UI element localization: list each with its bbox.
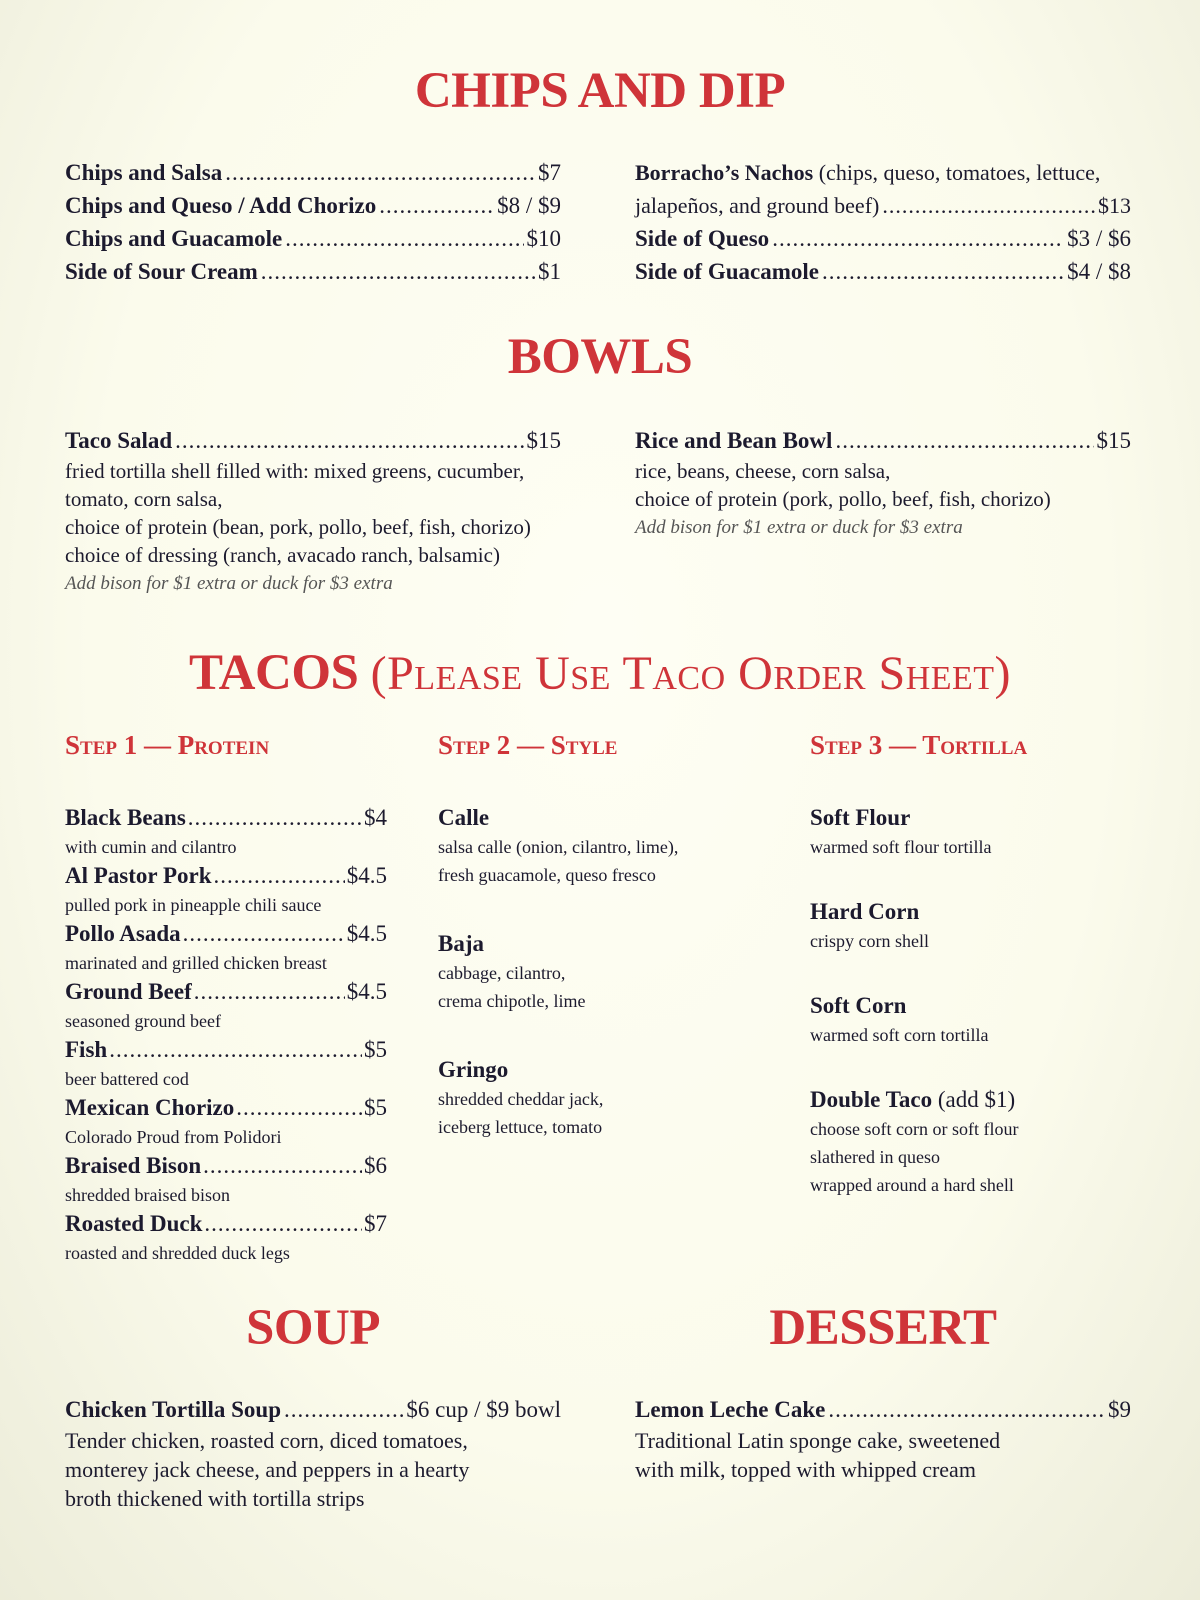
item-name: Chips and Salsa bbox=[65, 160, 223, 185]
item-name: Braised Bison bbox=[65, 1153, 202, 1178]
item-desc: warmed soft corn tortilla bbox=[810, 1025, 989, 1045]
item-desc: with milk, topped with whipped cream bbox=[635, 1457, 976, 1482]
item-desc: beer battered cod bbox=[65, 1069, 189, 1089]
item-name: Side of Guacamole bbox=[635, 259, 819, 284]
tortilla-item bbox=[810, 897, 1150, 955]
dot-leader bbox=[175, 424, 523, 457]
item-name: Chips and Queso / Add Chorizo bbox=[65, 193, 377, 218]
dot-leader bbox=[204, 1209, 362, 1239]
dessert-section-title: DESSERT bbox=[769, 1300, 997, 1356]
menu-item bbox=[635, 255, 1131, 288]
step3-column bbox=[810, 732, 1150, 1235]
protein-item bbox=[65, 1209, 387, 1239]
item-desc: roasted and shredded duck legs bbox=[65, 1243, 290, 1263]
protein-item bbox=[65, 919, 387, 949]
tortilla-item bbox=[810, 803, 1150, 861]
step1-title: Step 1 — Protein bbox=[65, 730, 270, 760]
item-name: Pollo Asada bbox=[65, 921, 181, 946]
item-price: $6 bbox=[364, 1153, 387, 1178]
tortilla-item bbox=[810, 1085, 1150, 1199]
item-name: Roasted Duck bbox=[65, 1211, 203, 1236]
item-price: $4.5 bbox=[346, 863, 387, 888]
item-name: Rice and Bean Bowl bbox=[635, 428, 833, 453]
menu-item bbox=[65, 189, 561, 222]
dot-leader bbox=[772, 222, 1064, 255]
item-name: Borracho’s Nachos bbox=[635, 160, 814, 185]
menu-item bbox=[65, 255, 561, 288]
item-price: $13 bbox=[1098, 193, 1131, 218]
bowls-section-title: BOWLS bbox=[507, 329, 693, 385]
protein-item bbox=[65, 861, 387, 891]
item-name: Black Beans bbox=[65, 805, 186, 830]
item-name: Baja bbox=[438, 931, 484, 956]
dot-leader bbox=[882, 189, 1095, 222]
dot-leader bbox=[261, 255, 535, 288]
item-head bbox=[810, 1085, 1150, 1115]
item-desc: shredded braised bison bbox=[65, 1185, 230, 1205]
tacos-subtitle: (Please Use Taco Order Sheet) bbox=[370, 647, 1012, 700]
dot-leader bbox=[379, 189, 494, 222]
protein-list bbox=[65, 803, 387, 1267]
taco-salad-block bbox=[65, 424, 561, 599]
soup-block bbox=[65, 1393, 561, 1513]
item-desc: pulled pork in pineapple chili sauce bbox=[65, 895, 322, 915]
item-desc: rice, beans, cheese, corn salsa, bbox=[635, 459, 891, 483]
item-desc: crispy corn shell bbox=[810, 931, 929, 951]
item-desc: choice of protein (bean, pork, pollo, beef, fish, chorizo) bbox=[65, 515, 531, 539]
item-price: $9 bbox=[1108, 1397, 1131, 1422]
item-desc: wrapped around a hard shell bbox=[810, 1175, 1014, 1195]
item-desc: warmed soft flour tortilla bbox=[810, 837, 992, 857]
menu-item bbox=[635, 189, 1131, 222]
item-desc: Tender chicken, roasted corn, diced tomatoes, bbox=[65, 1428, 468, 1453]
item-name: Double Taco bbox=[810, 1087, 933, 1112]
item-desc: broth thickened with tortilla strips bbox=[65, 1486, 365, 1511]
item-desc: fried tortilla shell filled with: mixed greens, cucumber, bbox=[65, 459, 525, 483]
item-price: $7 bbox=[364, 1211, 387, 1236]
item-desc: with cumin and cilantro bbox=[65, 837, 237, 857]
protein-item bbox=[65, 977, 387, 1007]
tacos-title: TACOS bbox=[188, 645, 359, 701]
menu-item bbox=[65, 222, 561, 255]
item-desc: Colorado Proud from Polidori bbox=[65, 1127, 282, 1147]
menu-item bbox=[65, 1393, 561, 1426]
dot-leader bbox=[828, 1393, 1105, 1426]
style-item bbox=[438, 929, 758, 1015]
item-desc: seasoned ground beef bbox=[65, 1011, 221, 1031]
item-price: $8 / $9 bbox=[497, 193, 561, 218]
item-price: $4 / $8 bbox=[1067, 259, 1131, 284]
item-price: $10 bbox=[526, 226, 561, 251]
item-desc: slathered in queso bbox=[810, 1147, 940, 1167]
item-price: $5 bbox=[364, 1095, 387, 1120]
item-name: Calle bbox=[438, 805, 490, 830]
item-desc: tomato, corn salsa, bbox=[65, 487, 223, 511]
item-desc: shredded cheddar jack, bbox=[438, 1089, 604, 1109]
item-name: Hard Corn bbox=[810, 899, 920, 924]
item-desc: crema chipotle, lime bbox=[438, 991, 586, 1011]
item-price: $15 bbox=[526, 428, 561, 453]
item-note: Add bison for $1 extra or duck for $3 extra bbox=[635, 517, 963, 538]
dot-leader bbox=[835, 424, 1093, 457]
item-price: $4.5 bbox=[346, 921, 387, 946]
item-price: $1 bbox=[538, 259, 561, 284]
item-price: $6 cup / $9 bowl bbox=[406, 1397, 561, 1422]
item-price: $7 bbox=[538, 160, 561, 185]
dot-leader bbox=[203, 1151, 362, 1181]
dot-leader bbox=[284, 1393, 403, 1426]
soup-section-title: SOUP bbox=[245, 1300, 381, 1356]
dot-leader bbox=[822, 255, 1064, 288]
item-name: Ground Beef bbox=[65, 979, 192, 1004]
rice-bowl-block bbox=[635, 424, 1131, 543]
item-price: $5 bbox=[364, 1037, 387, 1062]
item-price: $15 bbox=[1096, 428, 1131, 453]
item-price: $4.5 bbox=[346, 979, 387, 1004]
item-name: Fish bbox=[65, 1037, 108, 1062]
item-name: Al Pastor Pork bbox=[65, 863, 212, 888]
item-name: Chicken Tortilla Soup bbox=[65, 1397, 282, 1422]
dot-leader bbox=[285, 222, 523, 255]
style-item bbox=[438, 803, 758, 889]
tacos-section-title bbox=[0, 645, 1200, 701]
dot-leader bbox=[236, 1093, 362, 1123]
chips-left-column bbox=[65, 156, 561, 288]
item-desc: monterey jack cheese, and peppers in a hearty bbox=[65, 1457, 470, 1482]
item-desc: choose soft corn or soft flour bbox=[810, 1119, 1019, 1139]
item-name: Side of Sour Cream bbox=[65, 259, 258, 284]
item-desc: (chips, queso, tomatoes, lettuce, bbox=[818, 160, 1101, 185]
step3-title: Step 3 — Tortilla bbox=[810, 730, 1028, 760]
dot-leader bbox=[194, 977, 345, 1007]
item-desc: salsa calle (onion, cilantro, lime), bbox=[438, 837, 679, 857]
item-extra: (add $1) bbox=[937, 1087, 1016, 1112]
item-price: $3 / $6 bbox=[1067, 226, 1131, 251]
item-note: Add bison for $1 extra or duck for $3 extra bbox=[65, 573, 393, 594]
chips-right-column bbox=[635, 156, 1131, 288]
dot-leader bbox=[109, 1035, 362, 1065]
protein-item bbox=[65, 1035, 387, 1065]
item-name: Taco Salad bbox=[65, 428, 173, 453]
item-name: Mexican Chorizo bbox=[65, 1095, 235, 1120]
item-name: Chips and Guacamole bbox=[65, 226, 283, 251]
dot-leader bbox=[188, 803, 362, 833]
item-name: Lemon Leche Cake bbox=[635, 1397, 826, 1422]
step2-column bbox=[438, 732, 758, 1181]
dot-leader bbox=[225, 156, 535, 189]
item-name: Soft Corn bbox=[810, 993, 907, 1018]
chips-section-title: CHIPS AND DIP bbox=[414, 63, 786, 119]
item-name: Gringo bbox=[438, 1057, 509, 1082]
dot-leader bbox=[183, 919, 345, 949]
menu-item bbox=[65, 156, 561, 189]
item-desc: fresh guacamole, queso fresco bbox=[438, 865, 656, 885]
nachos-line-1 bbox=[635, 156, 1131, 189]
style-item bbox=[438, 1055, 758, 1141]
item-desc: Traditional Latin sponge cake, sweetened bbox=[635, 1428, 1001, 1453]
item-desc: iceberg lettuce, tomato bbox=[438, 1117, 603, 1137]
item-name: Side of Queso bbox=[635, 226, 770, 251]
menu-item bbox=[635, 1393, 1131, 1426]
menu-item bbox=[65, 424, 561, 457]
item-desc: choice of dressing (ranch, avacado ranch, balsamic) bbox=[65, 543, 500, 567]
item-desc: cabbage, cilantro, bbox=[438, 963, 566, 983]
protein-item bbox=[65, 1151, 387, 1181]
item-name: Soft Flour bbox=[810, 805, 911, 830]
item-desc: jalapeños, and ground beef) bbox=[635, 193, 880, 218]
item-price: $4 bbox=[364, 805, 387, 830]
step2-title: Step 2 — Style bbox=[438, 730, 618, 760]
dot-leader bbox=[214, 861, 345, 891]
item-desc: choice of protein (pork, pollo, beef, fish, chorizo) bbox=[635, 487, 1051, 511]
step1-column bbox=[65, 732, 387, 1267]
item-desc: marinated and grilled chicken breast bbox=[65, 953, 327, 973]
protein-item bbox=[65, 803, 387, 833]
menu-item bbox=[635, 424, 1131, 457]
menu-item bbox=[635, 222, 1131, 255]
dessert-block bbox=[635, 1393, 1131, 1484]
protein-item bbox=[65, 1093, 387, 1123]
tortilla-item bbox=[810, 991, 1150, 1049]
